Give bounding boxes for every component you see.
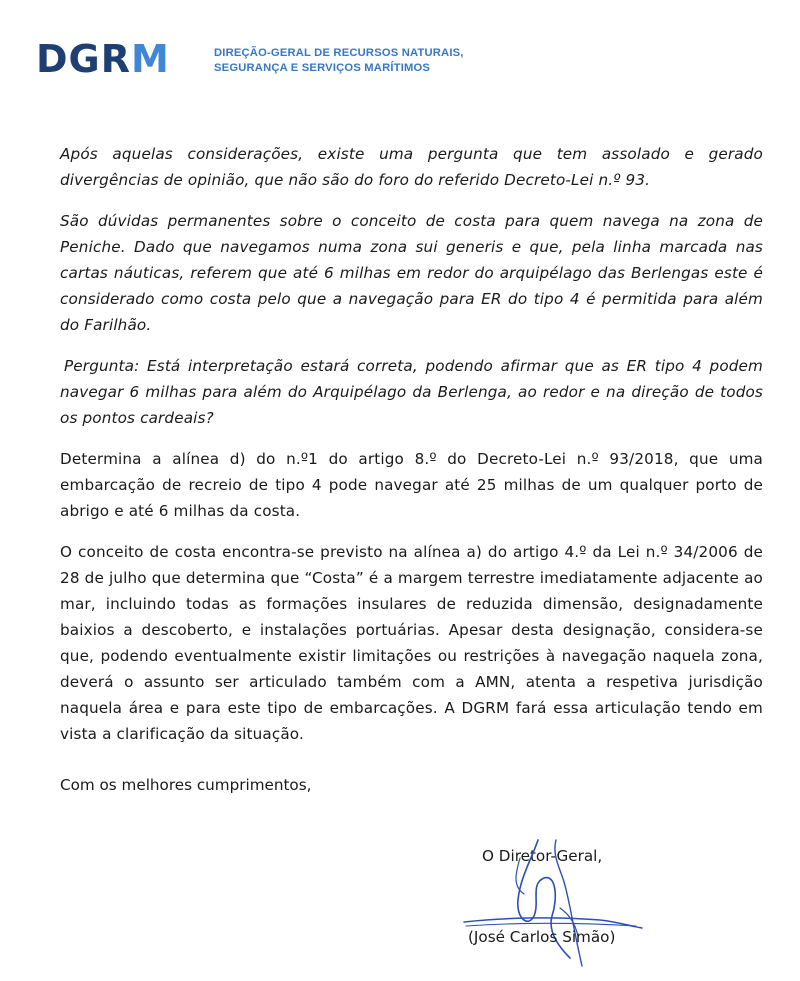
logo-prefix: DGR bbox=[36, 37, 131, 81]
closing-salutation: Com os melhores cumprimentos, bbox=[60, 776, 312, 794]
letter-body bbox=[60, 141, 763, 747]
paragraph-question: Pergunta: Está interpretação estará correta, podendo afirmar que as ER tipo 4 podem navegar 6 milhas para além do Arquipélago da Berlenga, ao redor e na direção de todos os pontos cardeais? bbox=[60, 357, 763, 427]
paragraph-doubts: São dúvidas permanentes sobre o conceito de costa para quem navega na zona de Peniche. Dado que navegamos numa zona sui generis e que, pela linha marcada nas cartas náuticas, referem que até 6 milhas em redor do arquipélago das Berlengas este é considerado como costa pelo que a navegação para ER do tipo 4 é permitida para além do Farilhão. bbox=[60, 212, 763, 334]
signer-title: O Diretor-Geral, bbox=[482, 847, 603, 865]
letterhead bbox=[36, 37, 736, 81]
logo-suffix: M bbox=[131, 37, 170, 81]
org-name-line-1: DIREÇÃO-GERAL DE RECURSOS NATURAIS, bbox=[214, 47, 464, 59]
org-name-line-2: SEGURANÇA E SERVIÇOS MARÍTIMOS bbox=[214, 62, 431, 74]
signer-name: (José Carlos Simão) bbox=[468, 928, 616, 946]
paragraph-question-intro: Após aquelas considerações, existe uma pergunta que tem assolado e gerado divergências de opinião, que não são do foro do referido Decreto-Lei n.º 93. bbox=[60, 145, 763, 189]
signature-block bbox=[460, 838, 660, 968]
paragraph-coast-concept: O conceito de costa encontra-se previsto na alínea a) do artigo 4.º da Lei n.º 34/2006 de 28 de julho que determina que “Costa” é a margem terrestre imediatamente adjacente ao mar, incluindo todas as formações insulares de reduzida dimensão, designadamente baixios a descoberto, e instalações portuárias. Apesar desta designação, considera-se que, podendo eventualmente existir limitações ou restrições à navegação naquela zona, deverá o assunto ser articulado também com a AMN, atenta a respetiva jurisdição naquela área e para este tipo de embarcações. A DGRM fará essa articulação tendo em vista a clarificação da situação. bbox=[60, 543, 763, 743]
dgrm-logo bbox=[36, 37, 170, 81]
paragraph-decree: Determina a alínea d) do n.º1 do artigo 8.º do Decreto-Lei n.º 93/2018, que uma embarcação de recreio de tipo 4 pode navegar até 25 milhas de um qualquer porto de abrigo e até 6 milhas da costa. bbox=[60, 450, 763, 520]
organization-name bbox=[214, 46, 464, 76]
